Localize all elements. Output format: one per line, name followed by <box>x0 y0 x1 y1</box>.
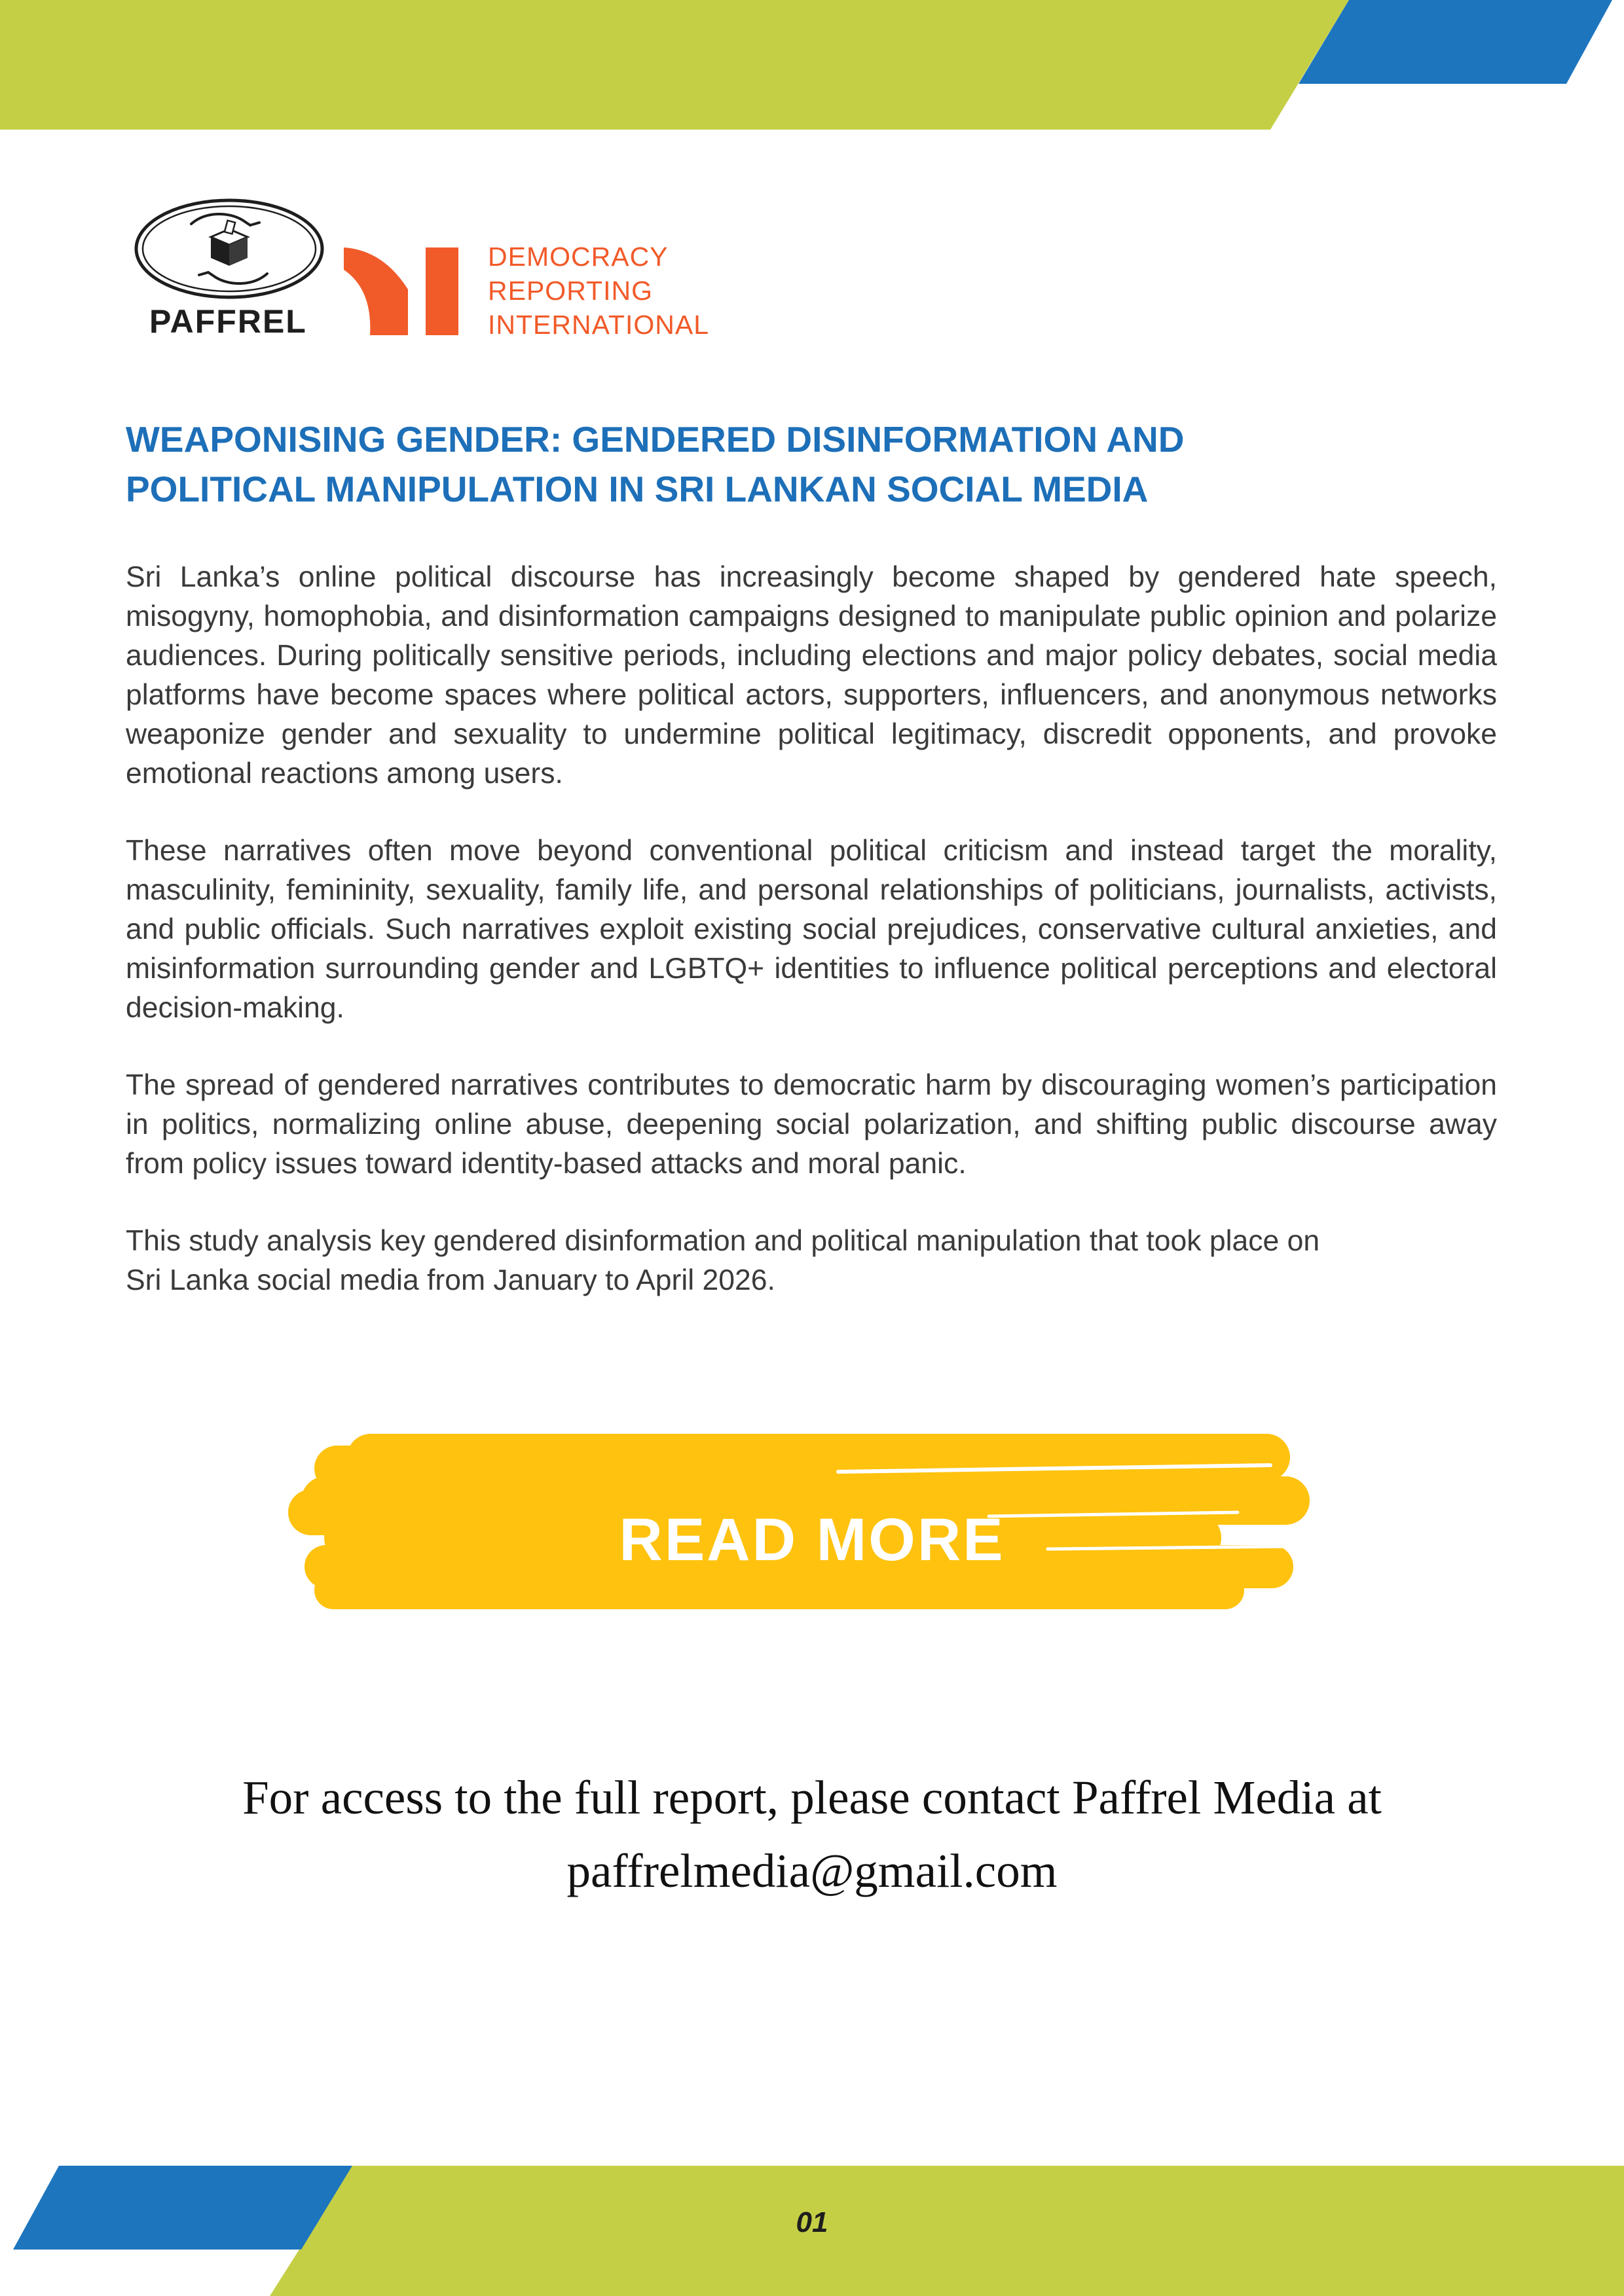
header-logos <box>131 196 720 347</box>
ballot-box-hands-icon <box>131 196 327 301</box>
study-scope-line-2: Sri Lanka social media from January to April 2026. <box>126 1264 775 1296</box>
dri-line-reporting: REPORTING <box>488 276 653 306</box>
contact-email[interactable]: paffrelmedia@gmail.com <box>566 1844 1058 1897</box>
page-title <box>126 414 1501 514</box>
title-line-2: POLITICAL MANIPULATION IN SRI LANKAN SOCIAL MEDIA <box>126 469 1149 509</box>
paragraph-intro: Sri Lanka’s online political discourse has increasingly become shaped by gendered hate speech, misogyny, homophobia, and disinformation campaigns designed to manipulate public opinion and polarize audiences. During politically sensitive periods, including elections and major policy debates, social media platforms have become spaces where political actors, supporters, influencers, and anonymous networks weaponize gender and sexuality to undermine political legitimacy, discredit opponents, and provoke emotional reactions among users. <box>126 561 1497 790</box>
dri-line-democracy: DEMOCRACY <box>488 242 669 272</box>
paragraph-study-scope <box>126 1222 1497 1300</box>
contact-line: For access to the full report, please contact Paffrel Media at <box>242 1771 1382 1824</box>
dri-line-international: INTERNATIONAL <box>488 310 709 340</box>
dri-logo-text <box>488 240 709 342</box>
top-banner <box>0 0 1624 137</box>
read-more-label: READ MORE <box>619 1506 1005 1573</box>
top-green-stripe <box>0 0 1349 130</box>
body-text <box>126 558 1497 1338</box>
read-more-button[interactable] <box>275 1414 1349 1637</box>
paragraph-harm: The spread of gendered narratives contributes to democratic harm by discouraging women’s participation in politics, normalizing online abuse, deepening social polarization, and shifting public discourse away from policy issues toward identity-based attacks and moral panic. <box>126 1069 1497 1180</box>
paragraph-narratives: These narratives often move beyond conventional political criticism and instead target the morality, masculinity, femininity, sexuality, family life, and personal relationships of politicians, journalists, activists, and public officials. Such narratives exploit existing social prejudices, conservative cultural anxieties, and misinformation surrounding gender and LGBTQ+ identities to influence political perceptions and electoral decision-making. <box>126 835 1497 1024</box>
title-line-1: WEAPONISING GENDER: GENDERED DISINFORMATION AND <box>126 419 1185 460</box>
dri-logo-mark <box>344 244 462 335</box>
top-blue-stripe <box>1299 0 1612 84</box>
study-scope-line-1: This study analysis key gendered disinformation and political manipulation that took place on <box>126 1225 1320 1257</box>
paffrel-name: PAFFREL <box>149 303 307 340</box>
contact-info <box>0 1761 1624 1908</box>
page-number: 01 <box>796 2206 828 2238</box>
